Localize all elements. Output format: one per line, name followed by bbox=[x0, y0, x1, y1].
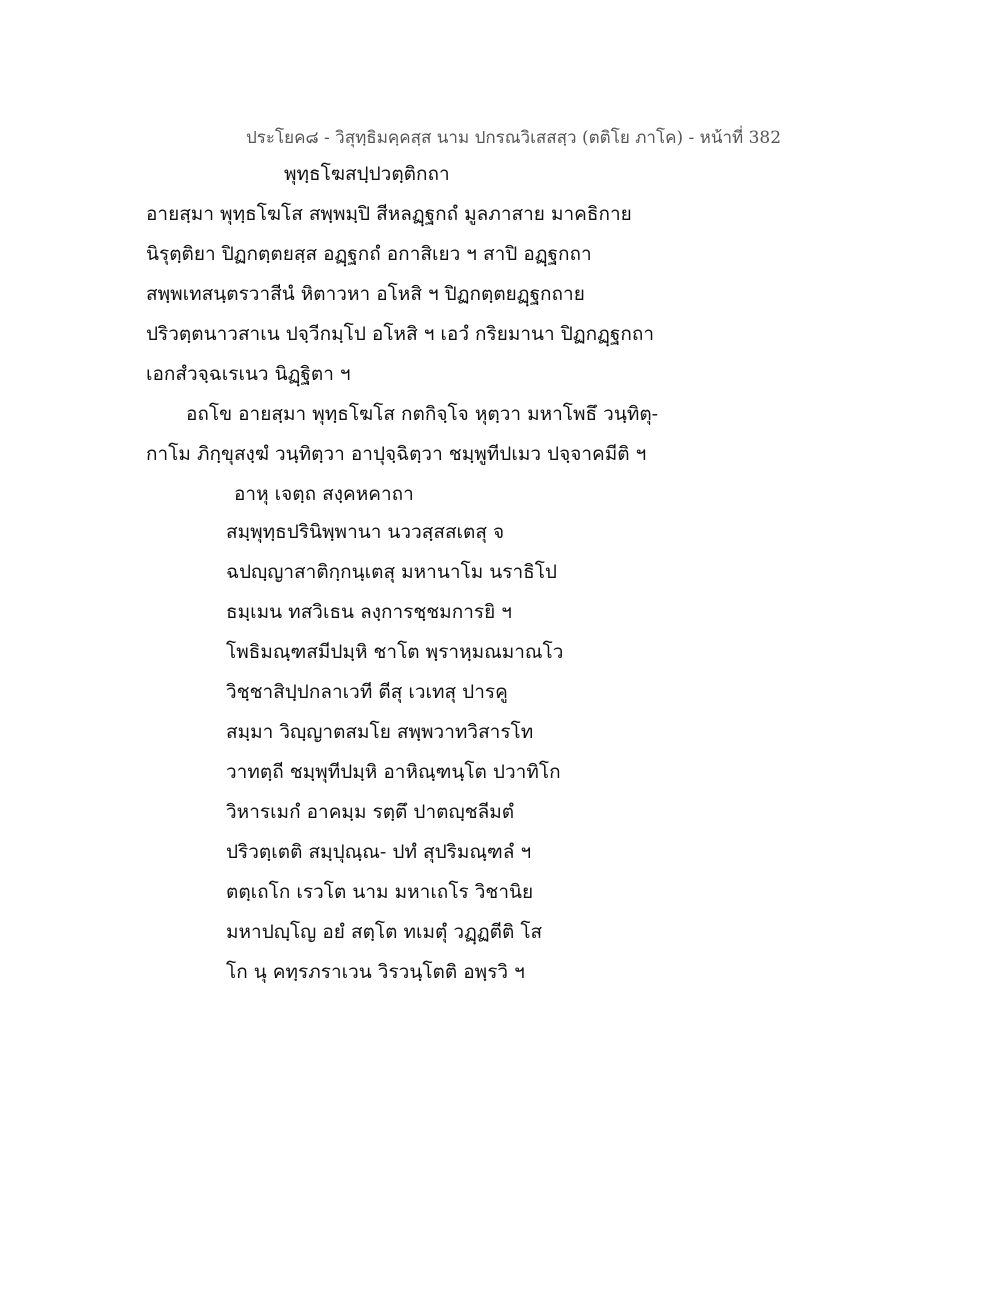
paragraph-line: สพฺพเทสนฺตรวาสีนํ หิตาวหา อโหสิ ฯ ปิฏกตฺตยฏฺฐกถาย bbox=[146, 283, 585, 305]
paragraph-line: อายสฺมา พุทฺธโฆโส สพฺพมฺปิ สีหลฏฺฐกถํ มูลภาสาย มาคธิกาย bbox=[146, 203, 632, 225]
verse-line: โก นุ คทฺรภราเวน วิรวนฺโตติ อพฺรวิ ฯ bbox=[226, 961, 525, 983]
verse-intro: อาหุ เจตฺถ สงฺคหคาถา bbox=[234, 483, 414, 505]
verse-line: วิชฺชาสิปฺปกลาเวที ตีสุ เวเทสุ ปารคู bbox=[226, 681, 508, 703]
verse-line: ปริวตฺเตติ สมฺปุณฺณ- ปทํ สุปริมณฺฑลํ ฯ bbox=[226, 841, 532, 863]
verse-line: ฉปญฺญาสาติกฺกนฺเตสุ มหานาโม นราธิโป bbox=[226, 561, 557, 583]
verse-line: วิหารเมกํ อาคมฺม รตฺตึ ปาตญฺชลีมตํ bbox=[226, 801, 515, 823]
verse-line: สมฺมา วิญฺญาตสมโย สพฺพวาทวิสารโท bbox=[226, 721, 534, 743]
verse-line: ตตฺเถโก เรวโต นาม มหาเถโร วิชานิย bbox=[226, 881, 534, 903]
paragraph-line: อถโข อายสฺมา พุทฺธโฆโส กตกิจฺโจ หุตฺวา มหาโพธึ วนฺทิตุ- bbox=[186, 403, 659, 425]
section-title: พุทฺธโฆสปฺปวตฺติกถา bbox=[284, 163, 450, 185]
verse-line: สมฺพุทฺธปรินิพฺพานา นววสฺสสเตสุ จ bbox=[226, 521, 505, 543]
verse-line: วาทตฺถี ชมฺพุทีปมฺหิ อาหิณฺฑนฺโต ปวาทิโก bbox=[226, 761, 561, 783]
running-header: ประโยค๘ - วิสุทฺธิมคฺคสฺส นาม ปกรณวิเสสสฺว (ตติโย ภาโค) - หน้าที่ 382 bbox=[246, 128, 782, 148]
verse-line: ธมฺเมน ทสวิเธน ลงฺการชฺชมการยิ ฯ bbox=[226, 601, 512, 623]
paragraph-line: ปริวตฺตนาวสาเน ปจฺวีกมฺโป อโหสิ ฯ เอวํ กริยมานา ปิฏกฏฺฐกถา bbox=[146, 323, 654, 345]
paragraph-line: นิรุตฺติยา ปิฏกตฺตยสฺส อฏฺฐกถํ อกาสิเยว ฯ สาปิ อฏฺฐกถา bbox=[146, 243, 592, 265]
verse-line: โพธิมณฺฑสมีปมฺหิ ชาโต พฺราหฺมณมาณโว bbox=[226, 641, 564, 663]
paragraph-line: กาโม ภิกฺขุสงฺฆํ วนฺทิตฺวา อาปุจฺฉิตฺวา ชมฺพูทีปเมว ปจฺจาคมีติ ฯ bbox=[146, 443, 647, 465]
paragraph-line: เอกสํวจฺฉเรเนว นิฏฺฐิตา ฯ bbox=[146, 363, 351, 385]
verse-line: มหาปญฺโญ อยํ สตฺโต ทเมตุํ วฏฺฏตีติ โส bbox=[226, 921, 543, 943]
